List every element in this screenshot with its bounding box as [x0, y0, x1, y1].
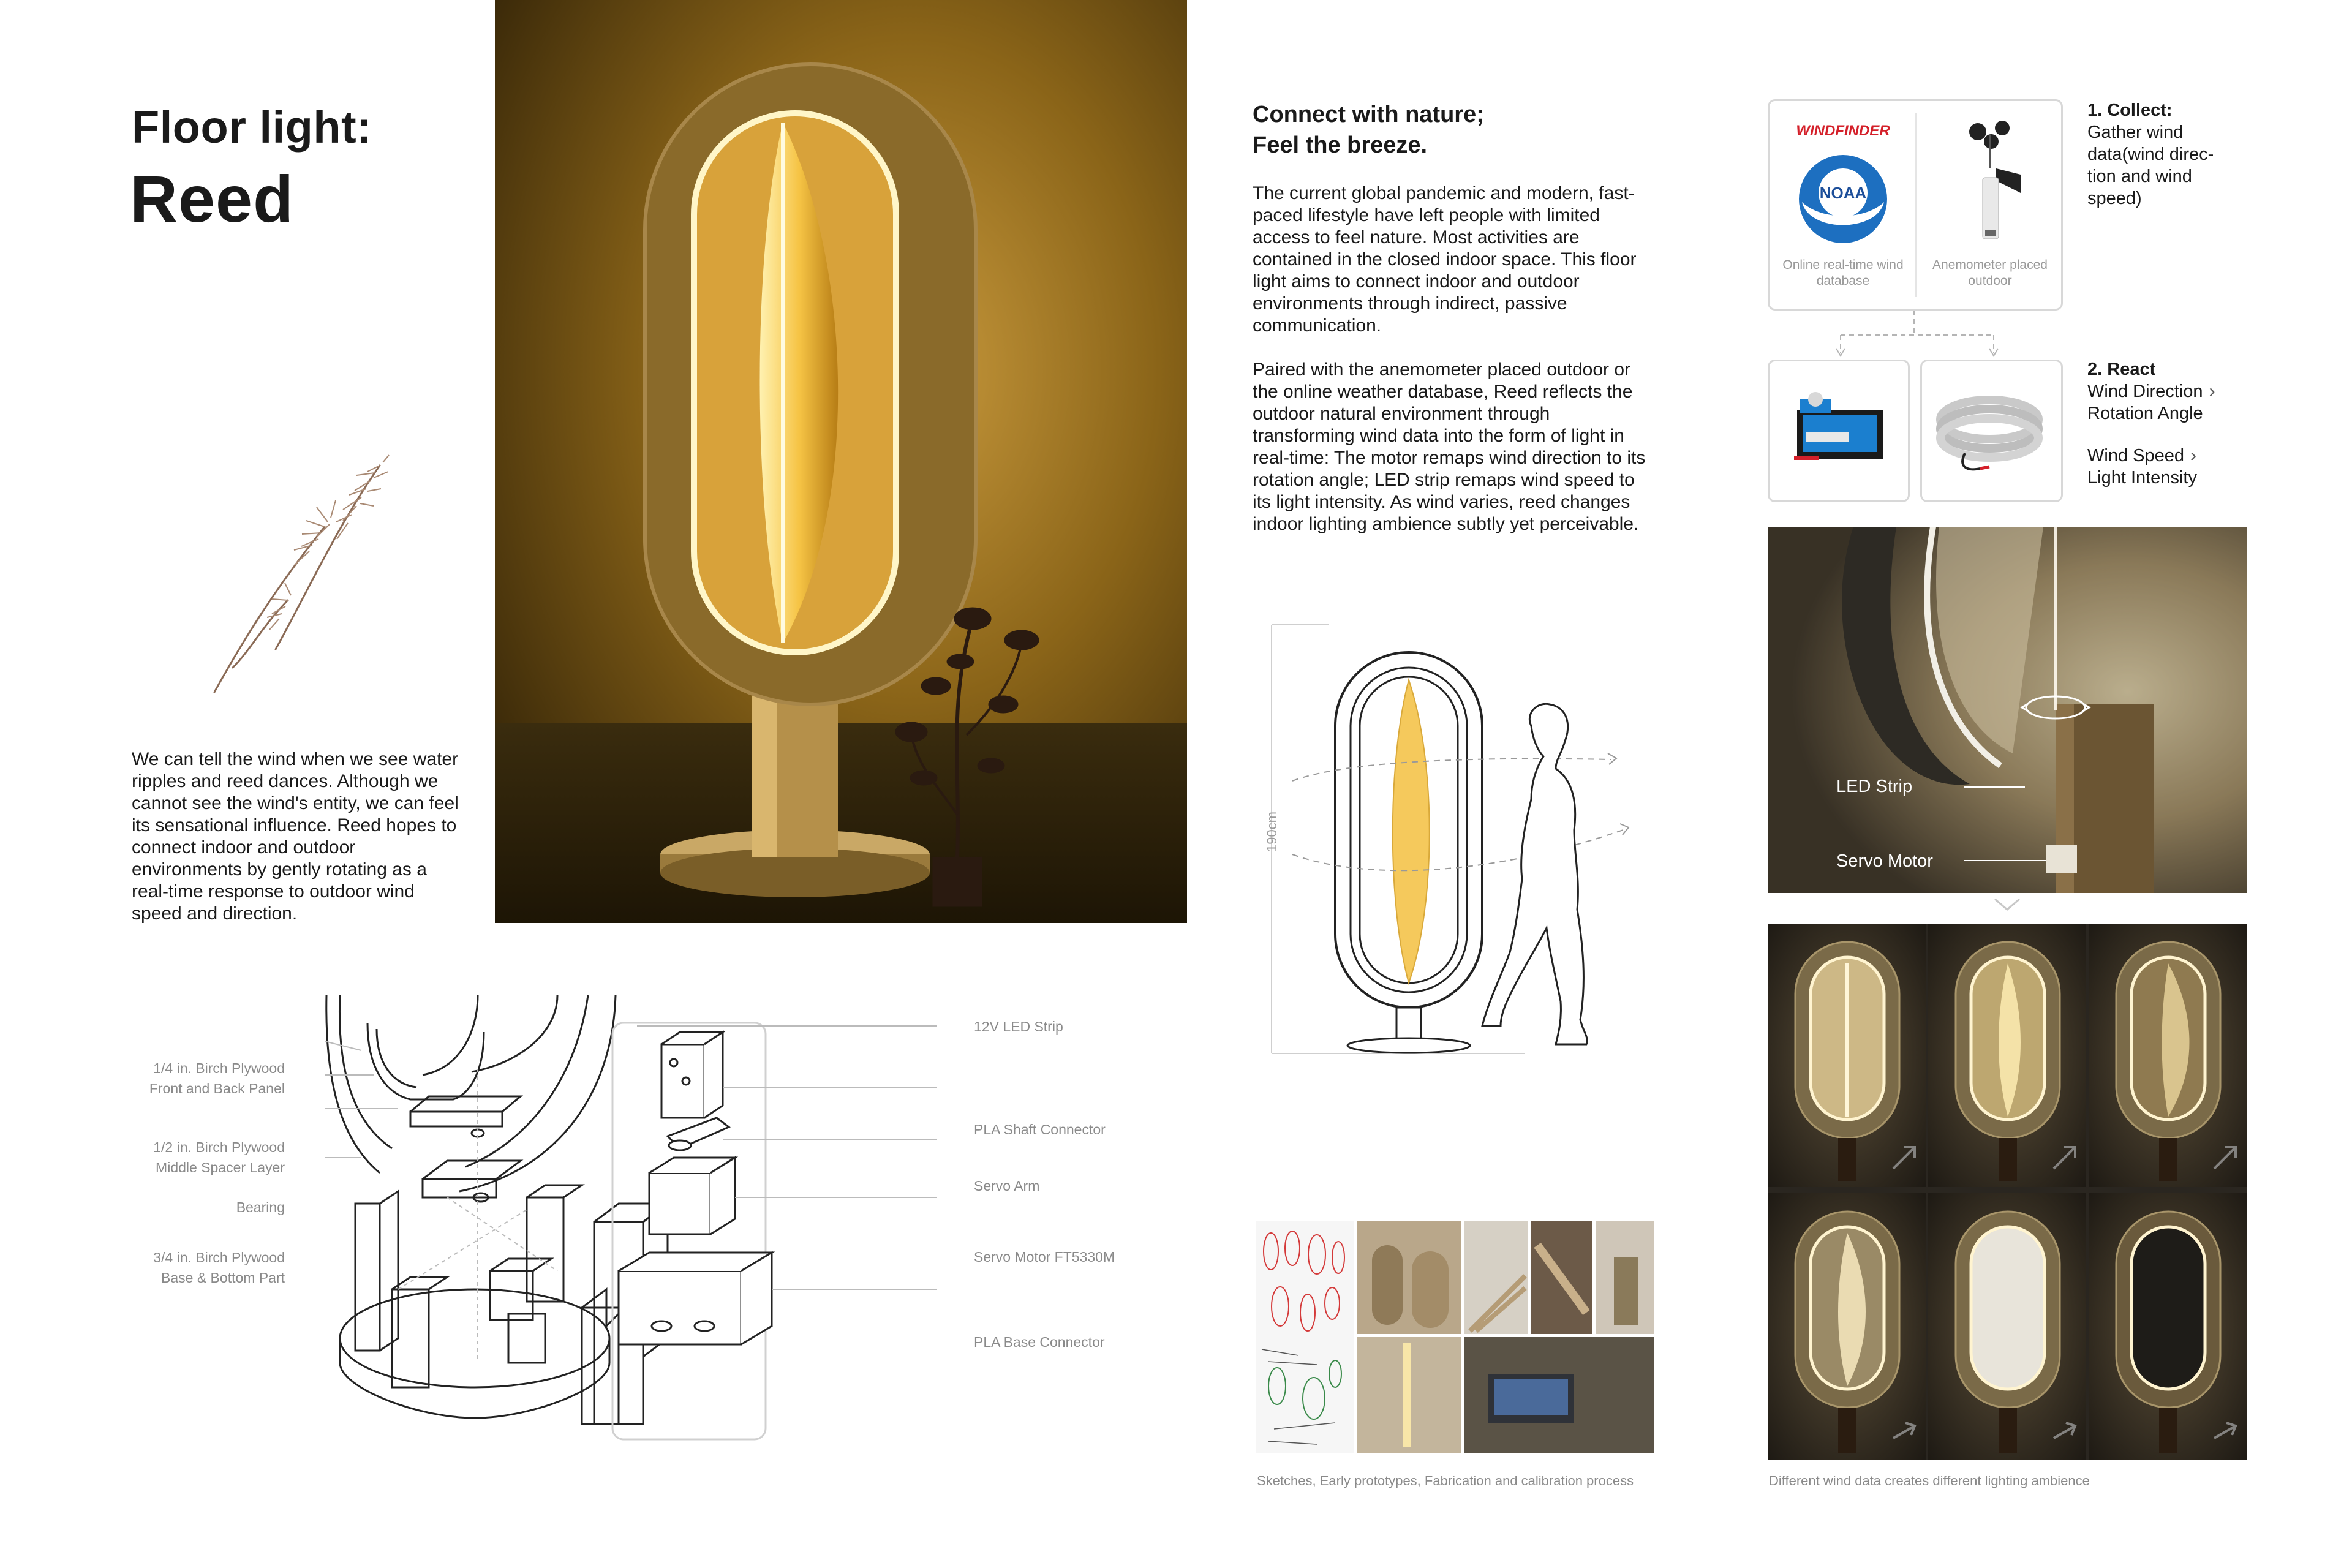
led-strip-card: [1920, 360, 2063, 502]
label-middle-spacer: [132, 1137, 285, 1178]
concept-paragraph-1: The current global pandemic and modern, fast-paced lifestyle have left people with limited access to feel nature. Most activities are contained in the closed indoor space. This floor light aims to connect indoor and outdoor environments through indirect, passive communication.: [1253, 183, 1637, 336]
label-line1: Bearing: [236, 1199, 285, 1215]
page-title-line2: Reed: [130, 162, 295, 236]
label-base-connector: PLA Base Connector: [974, 1334, 1105, 1350]
concept-text: [1253, 183, 1651, 557]
reed-illustration: [196, 453, 417, 698]
label-front-back-panel: [132, 1058, 285, 1099]
mapping-direction: [2087, 380, 2271, 402]
map-to: Light Intensity: [2087, 468, 2197, 488]
scale-drawing: [1264, 622, 1697, 1063]
collect-title: 1. Collect:: [2087, 100, 2173, 120]
connector-lines: [1831, 311, 2009, 360]
ambience-caption: Different wind data creates different lighting ambience: [1769, 1473, 2090, 1488]
collect-desc: Gather wind data(wind direc- tion and wind speed): [2087, 123, 2214, 208]
anemometer-icon: [1959, 119, 2027, 248]
collect-card: [1768, 99, 2063, 311]
noaa-logo: [1797, 153, 1889, 245]
map-from: Wind Speed: [2087, 446, 2184, 466]
servo-motor-card: [1768, 360, 1910, 502]
height-label: 190cm: [1264, 811, 1280, 853]
noaa-logo-text: NOAA: [1819, 184, 1867, 202]
label-line2: Middle Spacer Layer: [156, 1159, 285, 1175]
chevron-down-icon: [1992, 896, 2022, 914]
label-line1: 1/2 in. Birch Plywood: [153, 1139, 285, 1155]
label-line1: 1/4 in. Birch Plywood: [153, 1060, 285, 1076]
label-led-strip: 12V LED Strip: [974, 1019, 1063, 1035]
label-line1: 3/4 in. Birch Plywood: [153, 1250, 285, 1265]
collect-text: [2087, 99, 2247, 209]
map-to: Rotation Angle: [2087, 404, 2203, 423]
sketches-caption: Sketches, Early prototypes, Fabrication and calibration process: [1257, 1473, 1634, 1488]
mapping-speed: [2087, 445, 2271, 467]
ambience-grid: [1768, 924, 2247, 1460]
source-label-anemometer: Anemometer placed outdoor: [1932, 258, 2048, 288]
intro-text: We can tell the wind when we see water ripples and reed dances. Although we cannot see the wind's entity, we can feel its sensational influence. Reed hopes to connect indoor and outdoor environments by gently rotating as a real-time response to outdoor wind speed and direction.: [132, 749, 459, 924]
chevron-right-icon: ›: [2190, 445, 2196, 466]
card-divider: [1915, 113, 1917, 297]
servo-motor-label: Servo Motor: [1836, 851, 1933, 871]
source-label-database: Online real-time wind database: [1782, 258, 1904, 288]
label-bearing: [132, 1197, 285, 1218]
concept-heading: [1253, 99, 1681, 160]
label-line2: Front and Back Panel: [149, 1080, 285, 1096]
detail-photo: [1768, 527, 2247, 893]
process-photo-collage: [1256, 1221, 1654, 1453]
led-strip-label: LED Strip: [1836, 777, 1913, 796]
exploded-view-drawing: [325, 995, 943, 1455]
react-title: 2. React: [2087, 360, 2156, 379]
label-line2: Base & Bottom Part: [161, 1270, 285, 1286]
concept-heading-line2: Feel the breeze.: [1253, 132, 1428, 158]
react-text: [2087, 358, 2271, 489]
label-servo-motor: Servo Motor FT5330M: [974, 1249, 1115, 1265]
windfinder-logo: WINDFINDER: [1796, 123, 1890, 139]
hero-photo: [495, 0, 1187, 923]
concept-paragraph-2: Paired with the anemometer placed outdoor or the online weather database, Reed reflects the outdoor natural environment through transforming wind data into the form of light in real-time: The motor remaps wind direction to its rotation angle; LED strip remaps wind speed to its light intensity. As wind varies, reed changes indoor lighting ambience subtly yet perceivable.: [1253, 360, 1646, 534]
label-base: [132, 1248, 285, 1288]
label-shaft-connector: PLA Shaft Connector: [974, 1121, 1106, 1137]
label-servo-arm: Servo Arm: [974, 1178, 1040, 1194]
page-title-line1: Floor light:: [132, 102, 372, 153]
chevron-right-icon: ›: [2209, 381, 2215, 401]
map-from: Wind Direction: [2087, 382, 2203, 401]
concept-heading-line1: Connect with nature;: [1253, 102, 1484, 127]
